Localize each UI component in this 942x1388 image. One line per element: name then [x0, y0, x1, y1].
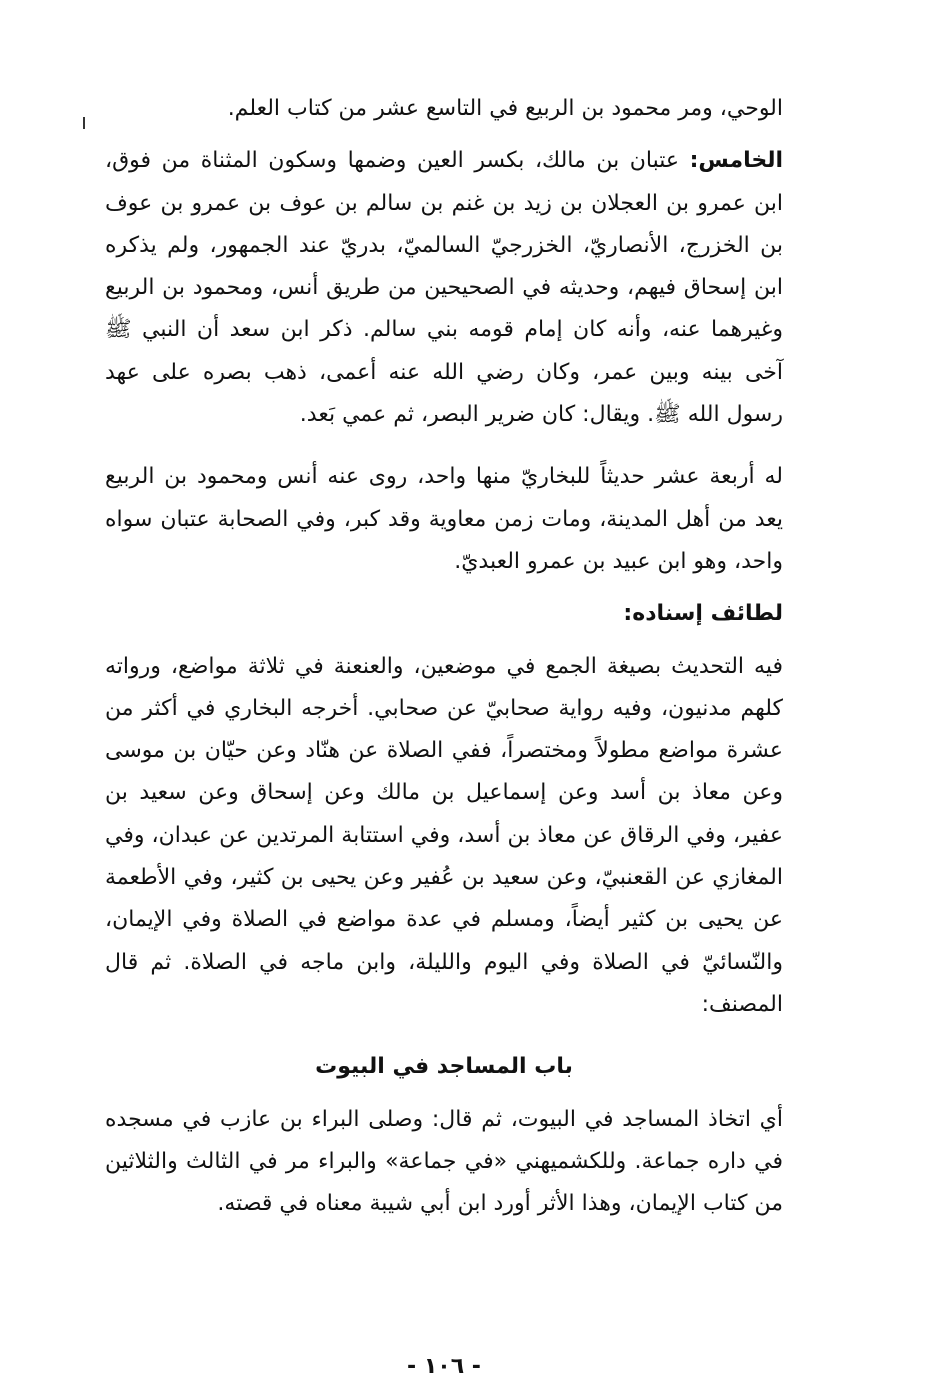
paragraph-chapter-commentary: أي اتخاذ المساجد في البيوت، ثم قال: وصلى البراء بن عازب في مسجده في داره جماعة. وللكشميهني «في جماعة» والبراء مر في الثالث والثلاثين من كتاب الإيمان، وهذا الأثر أورد ابن أبي شيبة معناه في قصته.: [105, 1106, 783, 1217]
spacer: [105, 583, 783, 593]
spacer: [105, 636, 783, 646]
paragraph-hadith-count: له أربعة عشر حديثاً للبخاريّ منها واحد، روى عنه أنس ومحمود بن الربيع يعد من أهل المدينة، ومات زمن معاوية وقد كبر، وفي الصحابة عتبان سواه واحد، وهو ابن عبيد بن عمرو العبديّ.: [105, 464, 783, 574]
spacer: [105, 130, 783, 140]
narrator-text: عتبان بن مالك، بكسر العين وضمها وسكون المثناة من فوق، ابن عمرو بن العجلان بن زيد بن غنم بن سالم بن عوف بن عمرو بن عوف بن الخزرج، الأنصاريّ، الخزرجيّ السالميّ، بدريّ عند الجمهور، ولم يذكره ابن إسحاق فيهم، وحديثه في الصحيحين من طريق أنس، ومحمود بن الربيع وغيرهما عنه، وأنه كان إمام قومه بني سالم. ذكر ابن سعد أن النبي ﷺ آخى بينه وبين عمر، وكان رضي الله عنه أعمى، ذهب بصره على عهد رسول الله ﷺ. ويقال: كان ضرير البصر، ثم عمي بَعد.: [105, 148, 783, 428]
spacer: [105, 436, 783, 456]
paragraph-continuation: الوحي، ومر محمود بن الربيع في التاسع عشر من كتاب العلم.: [227, 96, 783, 121]
paragraph-narrator-fifth: [105, 140, 783, 436]
narrator-label: الخامس:: [689, 148, 783, 174]
chapter-title: باب المساجد في البيوت: [315, 1054, 573, 1080]
paragraph-isnad-subtleties: فيه التحديث بصيغة الجمع في موضعين، والعنعنة في ثلاثة مواضع، ورواته كلهم مدنيون، وفيه رواية صحابيّ عن صحابي. أخرجه البخاري في أكثر من عشرة مواضع مطولاً ومختصراً، ففي الصلاة عن هنّاد وعن حيّان بن موسى وعن معاذ بن أسد وعن إسماعيل بن مالك وعن إسحاق وعن سعيد بن عفير، وفي الرقاق عن معاذ بن أسد، وفي استتابة المرتدين عن عبدان، وفي المغازي عن القعنبيّ، وعن سعيد بن عُفير وعن يحيى بن كثير، وفي الأطعمة عن يحيى بن كثير أيضاً، ومسلم في عدة مواضع في الصلاة وفي الإيمان، والنّسائيّ في الصلاة وفي اليوم والليلة، وابن ماجه في الصلاة. ثم قال المصنف:: [105, 653, 783, 1017]
spacer: [105, 1089, 783, 1099]
document-page: [105, 88, 783, 1379]
spacer: [105, 1026, 783, 1046]
margin-mark: [83, 117, 85, 129]
section-heading: لطائف إسناده:: [623, 601, 783, 627]
page-number: - ١٠٦ -: [407, 1354, 481, 1379]
